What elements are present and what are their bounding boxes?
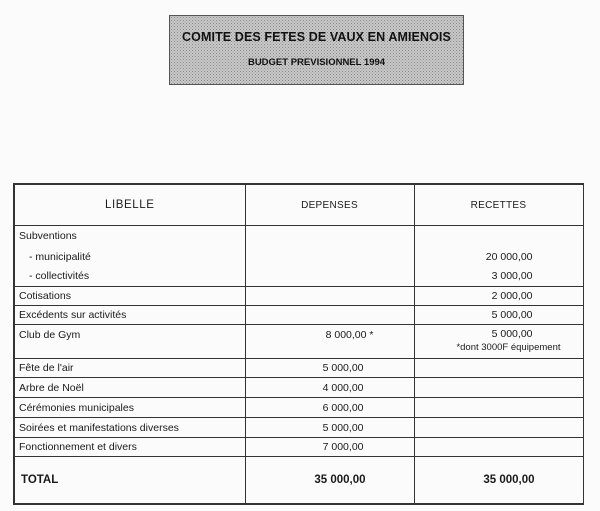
column-header-depenses: DEPENSES: [245, 184, 414, 226]
row-libelle: Subventions: [14, 226, 245, 247]
row-libelle: Cérémonies municipales: [14, 398, 245, 418]
row-recettes: [414, 226, 583, 247]
table-row: [14, 378, 583, 398]
row-note: *dont 3000F équipement: [456, 342, 561, 353]
budget-table: [13, 183, 584, 505]
row-recettes: 5 000,00: [491, 328, 533, 340]
column-header-recettes: RECETTES: [414, 184, 583, 226]
row-depenses: 7 000,00: [245, 438, 414, 457]
row-depenses: [245, 247, 414, 267]
row-recettes: [414, 418, 583, 438]
document-title: COMITE DES FETES DE VAUX EN AMIENOIS: [182, 30, 451, 44]
table-row: [14, 418, 583, 438]
total-recettes: 35 000,00: [414, 457, 583, 505]
column-header-libelle: LIBELLE: [14, 184, 245, 226]
row-depenses: [245, 287, 414, 306]
row-recettes: [414, 359, 583, 378]
row-libelle: Club de Gym: [14, 325, 245, 359]
document-subtitle: BUDGET PREVISIONNEL 1994: [247, 57, 386, 68]
row-recettes: 2 000,00: [414, 287, 583, 306]
row-depenses: 4 000,00: [245, 378, 414, 398]
row-depenses: 8 000,00 *: [245, 325, 414, 359]
row-recettes: 3 000,00: [414, 267, 583, 287]
row-libelle: Fonctionnement et divers: [14, 438, 245, 457]
header-box: [169, 15, 464, 85]
row-depenses: [245, 306, 414, 325]
row-recettes: 5 000,00: [414, 306, 583, 325]
table-header-row: [14, 184, 583, 226]
row-libelle: Cotisations: [14, 287, 245, 306]
row-libelle: Arbre de Noël: [14, 378, 245, 398]
table-row: [14, 267, 583, 287]
row-libelle: Excédents sur activités: [14, 306, 245, 325]
row-libelle: - collectivités: [29, 270, 90, 283]
row-libelle: - municipalité: [29, 250, 91, 263]
row-libelle: Soirées et manifestations diverses: [14, 418, 245, 438]
total-row: [14, 457, 583, 505]
row-libelle: Fête de l'air: [14, 359, 245, 378]
row-depenses: 5 000,00: [245, 418, 414, 438]
row-depenses: 6 000,00: [245, 398, 414, 418]
row-depenses: [245, 226, 414, 247]
total-depenses: 35 000,00: [245, 457, 414, 505]
row-recettes: 20 000,00: [414, 247, 583, 267]
row-recettes: [414, 398, 583, 418]
table-row: [14, 287, 583, 306]
table-row: [14, 306, 583, 325]
row-recettes: [414, 438, 583, 457]
row-depenses: 5 000,00: [245, 359, 414, 378]
row-recettes: [414, 378, 583, 398]
total-label: TOTAL: [14, 457, 245, 505]
row-depenses: [245, 267, 414, 287]
table-row: [14, 226, 583, 247]
table-row: [14, 247, 583, 267]
table-row: [14, 438, 583, 457]
table-row: [14, 398, 583, 418]
table-row: [14, 359, 583, 378]
table-row: [14, 325, 583, 359]
